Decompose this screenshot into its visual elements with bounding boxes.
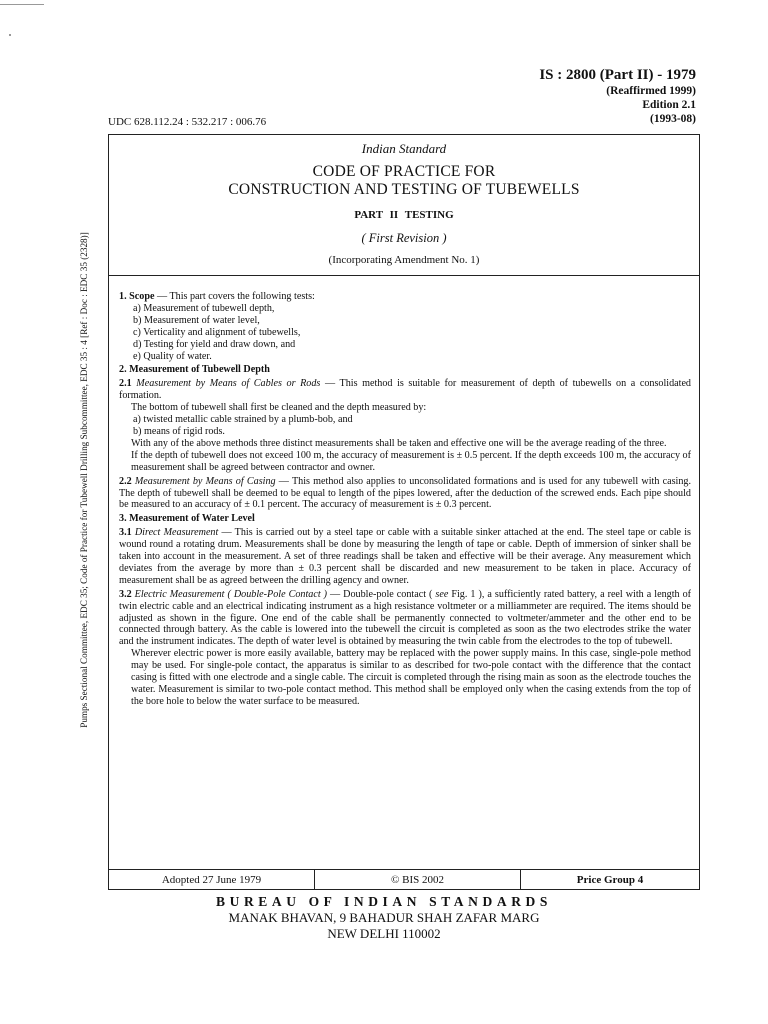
standard-kicker: Indian Standard: [361, 141, 447, 156]
footer-row: [109, 869, 699, 889]
section-1-scope: [119, 291, 691, 303]
clause-title: Measurement by Means of Casing: [134, 475, 276, 487]
title-block: [109, 135, 699, 276]
standard-header: [539, 66, 696, 126]
publisher-address-1: MANAK BHAVAN, 9 BAHADUR SHAH ZAFAR MARG: [228, 910, 540, 925]
edition-date: (1993-08): [650, 113, 696, 125]
paragraph-text: — This method is suitable for measurement of depth of tubewells on a consolidated formation.: [119, 378, 691, 402]
list-item: e) Quality of water.: [133, 350, 212, 362]
list-item: d) Testing for yield and draw down, and: [133, 338, 296, 350]
list-item: a) twisted metallic cable strained by a plumb-bob, and: [133, 414, 353, 426]
copyright: © BIS 2002: [315, 870, 521, 889]
part-heading: PART II TESTING: [354, 209, 454, 221]
clause-number: 3.1: [119, 527, 132, 539]
paragraph: The bottom of tubewell shall first be cleaned and the depth measured by:: [131, 402, 427, 414]
paragraph-text: — This is carried out by a steel tape or cable with a suitable sinker attached at the end. The steel tape or cable is wound round a rotating drum. Measurements shall be done by measuring the length of tape or cable. Depth of immersion of sinker shall be taken into account in the measurement. A set of three readings shall be taken and effective will be their average. Any measurement which deviates from the average by more than ± 0.3 percent shall be discarded and new measurement to be taken in place. Accuracy of measurement shall be as agreed between the drilling agency and owner.: [119, 527, 691, 586]
scan-mark-line: [0, 4, 44, 5]
edition: Edition 2.1: [642, 99, 696, 111]
body-text: [119, 291, 691, 708]
see-reference: see: [435, 588, 449, 600]
section-heading: 3. Measurement of Water Level: [119, 513, 255, 525]
method-list: [119, 414, 691, 438]
side-note: [79, 232, 89, 728]
document-title: [109, 163, 699, 199]
publisher-address-2: NEW DELHI 110002: [327, 926, 441, 941]
side-note-text: Pumps Sectional Committee, EDC 35; Code of Practice for Tubewell Drilling Subcommittee, EDC 35 : 4 [Ref : Doc : EDC 35 (2328)]: [79, 232, 89, 728]
clause-3-1: [119, 527, 691, 587]
clause-3-2: [119, 589, 691, 649]
list-item: c) Verticality and alignment of tubewells,: [133, 326, 301, 338]
publisher-name: BUREAU OF INDIAN STANDARDS: [216, 894, 552, 909]
adopted-date: Adopted 27 June 1979: [109, 870, 315, 889]
publisher-block: [0, 894, 768, 942]
paragraph: If the depth of tubewell does not exceed 100 m, the accuracy of measurement is ± 0.5 percent. If the depth exceeds 100 m, the accuracy of measurement shall be agreed between contractor and owner.: [131, 449, 691, 473]
scan-mark-dot: [9, 34, 11, 36]
reaffirmed-note: (Reaffirmed 1999): [606, 85, 696, 97]
revision-note: ( First Revision ): [361, 231, 447, 245]
paragraph-text: — Double-pole contact (: [327, 588, 436, 600]
clause-title: Electric Measurement ( Double-Pole Contact ): [134, 588, 328, 600]
section-heading: 1. Scope: [119, 291, 155, 302]
list-item: b) Measurement of water level,: [133, 314, 260, 326]
clause-number: 2.2: [119, 475, 132, 487]
list-item: b) means of rigid rods.: [133, 425, 225, 437]
paragraph-text: — This method also applies to unconsolidated formations and is used for any tubewell with casing. The depth of tubewell shall be deemed to be equal to length of the pipes lowered, after the deduction of the screwed ends. Each pipe should be measured to an accuracy of ± 0.1 percent. The accuracy of measurement is ± 0.3 percent.: [119, 475, 691, 511]
amendment-note: (Incorporating Amendment No. 1): [328, 254, 480, 266]
paragraph: Wherever electric power is more easily available, battery may be replaced with the power supply mains. In this case, single-pole method may be used. For single-pole contact, the apparatus is similar to as described for two-pole contact with the difference that the contact casing is fitted with one electrode and a single cable. The circuit is completed through the rising main as soon as the electrode touches the water. Measurement is similar to two-pole contact method. This method shall be employed only when the casing extends from the top of the bore hole to below the water surface to be measured.: [131, 648, 691, 707]
udc-code: UDC 628.112.24 : 532.217 : 006.76: [108, 116, 267, 128]
list-item: a) Measurement of tubewell depth,: [133, 302, 275, 314]
paragraph-text: — This part covers the following tests:: [154, 291, 315, 302]
document-frame: [108, 134, 700, 890]
clause-number: 3.2: [119, 588, 132, 600]
standard-number: IS : 2800 (Part II) - 1979: [539, 67, 696, 83]
clause-title: Direct Measurement: [134, 527, 219, 539]
title-line-2: CONSTRUCTION AND TESTING OF TUBEWELLS: [228, 181, 580, 198]
paragraph: With any of the above methods three distinct measurements shall be taken and effective one will be the average reading of the three.: [131, 437, 667, 449]
clause-2-1: [119, 378, 691, 402]
scope-list: [119, 303, 691, 363]
clause-number: 2.1: [119, 378, 132, 390]
price-group: Price Group 4: [576, 873, 644, 886]
clause-title: Measurement by Means of Cables or Rods: [136, 378, 321, 390]
title-line-1: CODE OF PRACTICE FOR: [312, 163, 496, 180]
section-heading: 2. Measurement of Tubewell Depth: [119, 364, 270, 376]
paragraph-text: Fig. 1 ), a sufficiently rated battery, a reel with a length of twin electric cable and an electrical indicating instrument as a high resistance voltmeter or a milliammeter are required. The items should be adjusted as shown in the figure. One end of the cable shall be permanently connected to voltmeter/ammeter and the other end to be connected through battery. As the cable is lowered into the tubewell the circuit is completed as soon as the two electrodes strike the water and the instrument indicates. The depth of water level is obtained by measuring the twin cable from the electrodes to the top of tubewell.: [119, 588, 692, 648]
clause-2-2: [119, 476, 691, 512]
